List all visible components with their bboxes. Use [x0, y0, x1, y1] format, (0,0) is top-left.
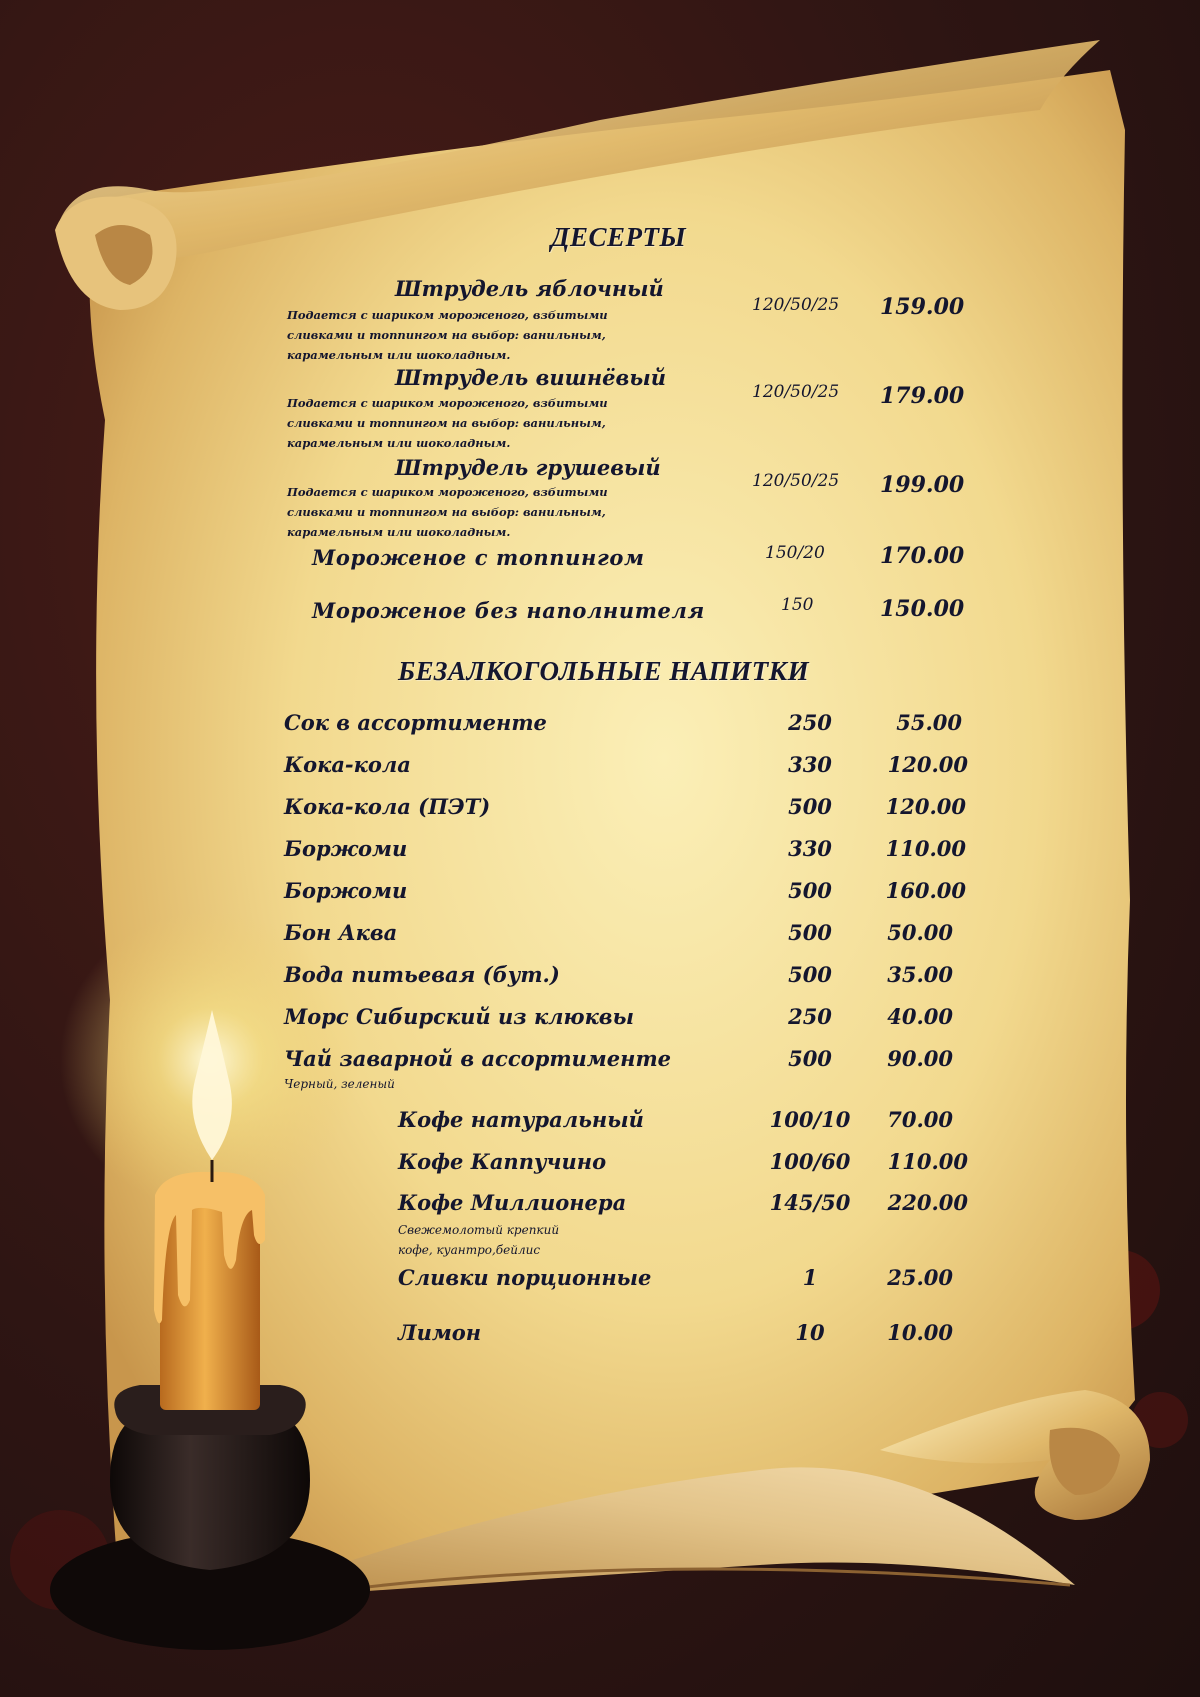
drink-price: 90.00 — [887, 1046, 953, 1071]
dessert-price: 150.00 — [880, 596, 965, 622]
dessert-description: Подается с шариком мороженого, взбитыми сливками и топпингом на выбор: ванильным, карамельным или шоколадным. — [287, 308, 608, 362]
dessert-portion: 150/20 — [765, 543, 825, 563]
drink-volume: 1 — [802, 1265, 818, 1290]
drink-volume: 500 — [788, 878, 832, 903]
drink-name: Вода питьевая (бут.) — [284, 962, 560, 987]
drink-price: 35.00 — [887, 962, 953, 987]
dessert-portion: 120/50/25 — [752, 295, 840, 315]
dessert-portion: 150 — [781, 595, 814, 615]
drink-volume: 250 — [788, 1004, 832, 1029]
drink-name: Кофе Миллионера — [398, 1190, 627, 1215]
drink-volume: 250 — [788, 710, 832, 735]
drink-volume: 10 — [795, 1320, 825, 1345]
drink-price: 220.00 — [887, 1190, 968, 1215]
drink-price: 120.00 — [885, 794, 966, 819]
drink-name: Боржоми — [284, 878, 408, 903]
drink-name: Сливки порционные — [398, 1265, 652, 1290]
drink-name: Кофе натуральный — [398, 1107, 644, 1132]
drink-price: 110.00 — [887, 1149, 968, 1174]
candle-icon — [150, 1000, 270, 1420]
drink-name: Лимон — [398, 1320, 482, 1345]
drink-volume: 100/60 — [769, 1149, 851, 1174]
drink-name: Сок в ассортименте — [284, 710, 547, 735]
drink-name: Кофе Каппучино — [398, 1149, 607, 1174]
dessert-description: Подается с шариком мороженого, взбитыми сливками и топпингом на выбор: ванильным, карамельным или шоколадным. — [287, 485, 608, 539]
drink-note: Черный, зеленый — [284, 1077, 395, 1091]
dessert-price: 170.00 — [880, 543, 965, 569]
dessert-description: Подается с шариком мороженого, взбитыми сливками и топпингом на выбор: ванильным, карамельным или шоколадным. — [287, 396, 608, 450]
drink-price: 160.00 — [885, 878, 966, 903]
dessert-price: 179.00 — [880, 383, 965, 409]
dessert-price: 159.00 — [880, 294, 965, 320]
drink-note: Свежемолотый крепкий кофе, куантро,бейлис — [398, 1223, 560, 1257]
drink-name: Морс Сибирский из клюквы — [284, 1004, 634, 1029]
section-title-soft-drinks: БЕЗАЛКОГОЛЬНЫЕ НАПИТКИ — [398, 656, 810, 686]
dessert-portion: 120/50/25 — [752, 471, 840, 491]
drink-volume: 100/10 — [769, 1107, 851, 1132]
drink-volume: 330 — [788, 752, 832, 777]
drink-volume: 330 — [788, 836, 832, 861]
drink-name: Бон Аква — [284, 920, 398, 945]
drink-price: 110.00 — [885, 836, 966, 861]
drink-volume: 500 — [788, 1046, 832, 1071]
drink-volume: 500 — [788, 920, 832, 945]
drink-price: 40.00 — [887, 1004, 953, 1029]
drink-name: Чай заварной в ассортименте — [284, 1046, 672, 1071]
drink-price: 70.00 — [887, 1107, 953, 1132]
quill-feather-icon — [240, 1460, 1080, 1600]
dessert-name: Штрудель яблочный — [395, 276, 664, 301]
dessert-name: Мороженое без наполнителя — [312, 598, 705, 623]
dessert-name: Штрудель вишнёвый — [395, 365, 666, 390]
drink-price: 25.00 — [887, 1265, 953, 1290]
drink-name: Боржоми — [284, 836, 408, 861]
drink-volume: 500 — [788, 794, 832, 819]
drink-price: 55.00 — [896, 710, 962, 735]
dessert-name: Мороженое с топпингом — [312, 545, 645, 570]
drink-name: Кока-кола — [284, 752, 411, 777]
drink-name: Кока-кола (ПЭТ) — [284, 794, 491, 819]
dessert-price: 199.00 — [880, 472, 965, 498]
section-title-desserts: ДЕСЕРТЫ — [551, 222, 687, 252]
drink-price: 120.00 — [887, 752, 968, 777]
drink-price: 50.00 — [887, 920, 953, 945]
dessert-portion: 120/50/25 — [752, 382, 840, 402]
drink-price: 10.00 — [887, 1320, 953, 1345]
drink-volume: 145/50 — [769, 1190, 851, 1215]
drink-volume: 500 — [788, 962, 832, 987]
dessert-name: Штрудель грушевый — [395, 455, 661, 480]
